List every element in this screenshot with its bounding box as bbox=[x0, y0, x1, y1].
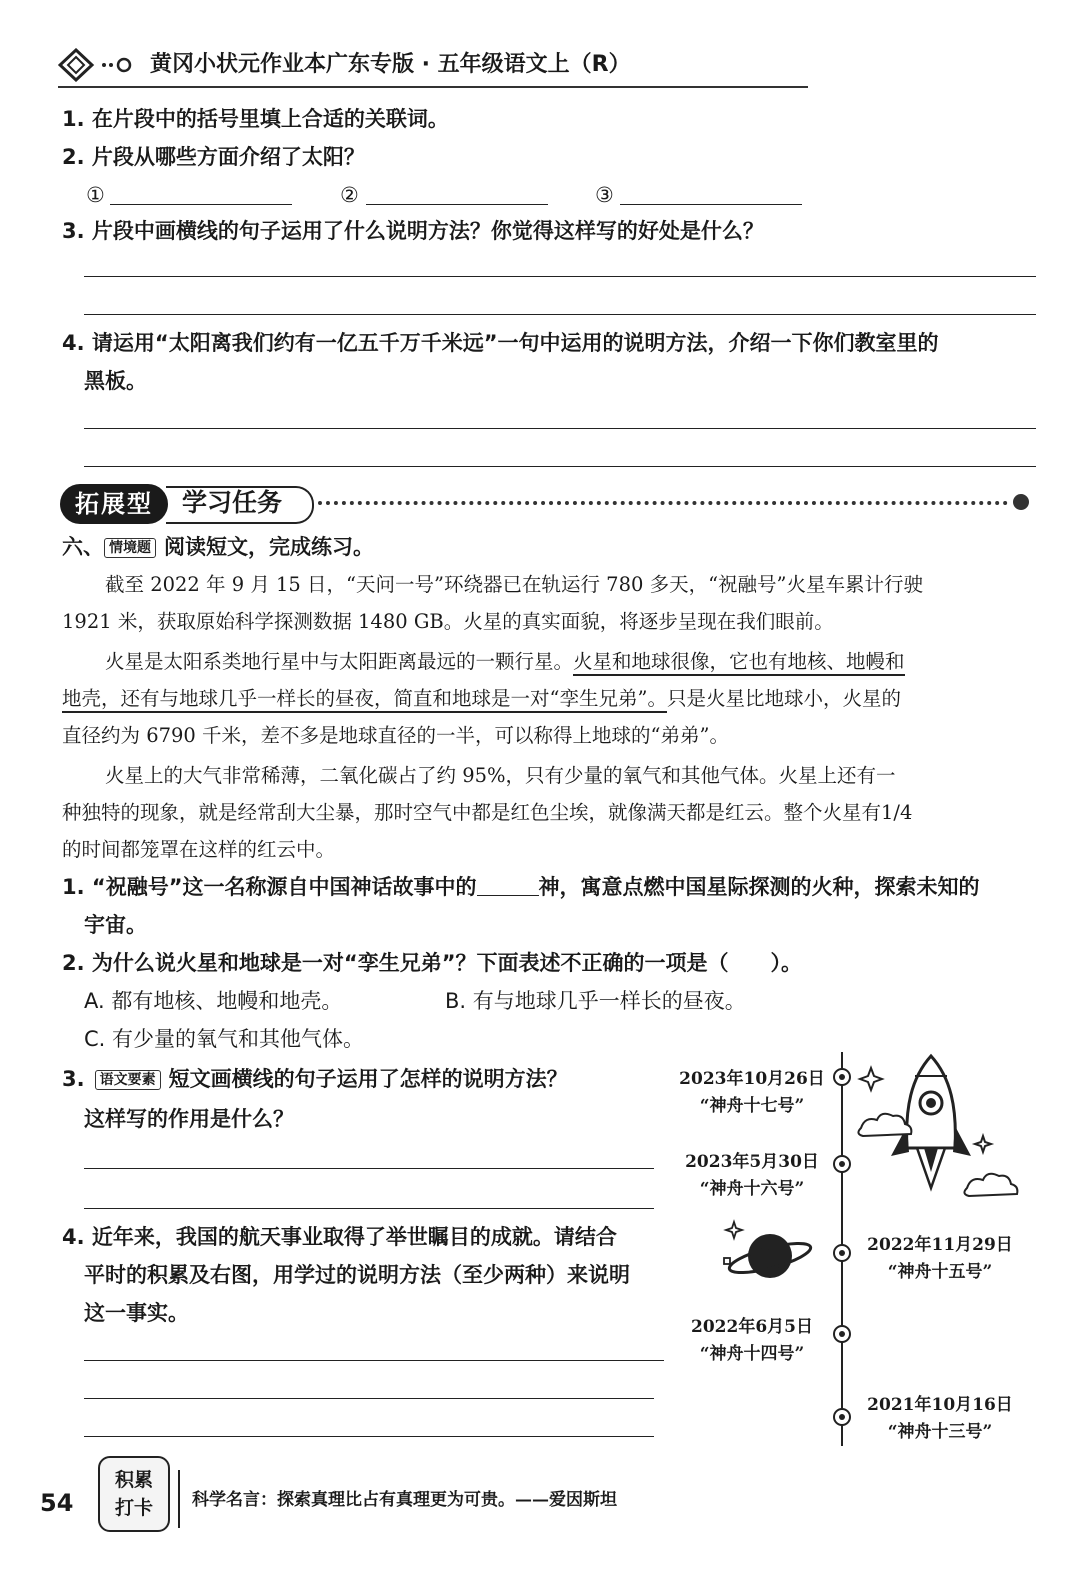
passage-p3-line1: 火星上的大气非常稀薄，二氧化碳占了约 95%，只有少量的氧气和其他气体。火星上还有一 bbox=[105, 764, 896, 787]
section-heading bbox=[62, 532, 374, 562]
question-b3-cont: 这样写的作用是什么？ bbox=[84, 1107, 294, 1131]
footer-badge bbox=[98, 1456, 170, 1532]
section-title: 学习任务 bbox=[182, 488, 283, 517]
skill-tag: 语文要素 bbox=[95, 1070, 161, 1090]
planet-icon bbox=[720, 1218, 820, 1292]
scenario-tag: 情境题 bbox=[104, 538, 156, 558]
option-c[interactable]: C. 有少量的氧气和其他气体。 bbox=[84, 1027, 365, 1051]
timeline-mission: “神舟十六号” bbox=[699, 1179, 805, 1199]
timeline-date: 2023年10月26日 bbox=[679, 1069, 825, 1089]
section-heading-text: 阅读短文，完成练习。 bbox=[164, 535, 374, 559]
passage-p2-line1 bbox=[105, 643, 905, 680]
answer-blank-b1[interactable] bbox=[477, 873, 539, 896]
timeline-mission: “神舟十七号” bbox=[699, 1096, 805, 1116]
question-a3: 3. 片段中画横线的句子运用了什么说明方法？你觉得这样写的好处是什么？ bbox=[62, 219, 764, 243]
question-b1-text-b: 神，寓意点燃中国星际探测的火种，探索未知的 bbox=[538, 875, 980, 899]
question-b2: 2. 为什么说火星和地球是一对“孪生兄弟”？下面表述不正确的一项是（ ）。 bbox=[62, 951, 803, 975]
timeline-node bbox=[833, 1408, 851, 1426]
passage-p1-line2: 1921 米，获取原始科学探测数据 1480 GB。火星的真实面貌，将逐步呈现在我们眼前。 bbox=[62, 610, 834, 633]
answer-line-a3-2[interactable] bbox=[84, 314, 1036, 315]
timeline-entry bbox=[672, 1314, 832, 1368]
question-b1 bbox=[62, 872, 980, 902]
answer-blank-3[interactable] bbox=[620, 204, 802, 205]
passage-p2-line2 bbox=[62, 680, 901, 717]
question-b1-cont: 宇宙。 bbox=[84, 913, 147, 937]
header-title: 黄冈小状元作业本广东专版 · 五年级语文上（R） bbox=[150, 52, 631, 77]
section-dotted-rule bbox=[318, 501, 1008, 505]
timeline-entry bbox=[672, 1066, 832, 1120]
timeline-date: 2023年5月30日 bbox=[685, 1152, 819, 1172]
timeline-date: 2021年10月16日 bbox=[867, 1395, 1013, 1415]
timeline-node bbox=[833, 1244, 851, 1262]
answer-line-a4-1[interactable] bbox=[84, 428, 1036, 429]
answer-line-b4-2[interactable] bbox=[84, 1398, 654, 1399]
section-end-circle bbox=[1013, 494, 1029, 510]
option-a[interactable]: A. 都有地核、地幔和地壳。 bbox=[84, 989, 343, 1013]
footer-divider bbox=[178, 1470, 180, 1528]
timeline-date: 2022年11月29日 bbox=[867, 1235, 1013, 1255]
rocket-icon bbox=[855, 1048, 1025, 1212]
underlined-sentence-cont: 地壳，还有与地球几乎一样长的昼夜，简直和地球是一对“孪生兄弟”。 bbox=[62, 687, 667, 713]
question-b4-cont1: 平时的积累及右图，用学过的说明方法（至少两种）来说明 bbox=[84, 1263, 630, 1287]
question-a4: 4. 请运用“太阳离我们约有一亿五千万千米远”一句中运用的说明方法，介绍一下你们教室里的 bbox=[62, 331, 939, 355]
question-b1-text: 1. “祝融号”这一名称源自中国神话故事中的 bbox=[62, 875, 477, 899]
passage-p2-text-b: 只是火星比地球小，火星的 bbox=[666, 687, 901, 710]
footer-quote: 科学名言：探索真理比占有真理更为可贵。——爱因斯坦 bbox=[192, 1490, 617, 1510]
timeline-mission: “神舟十四号” bbox=[699, 1344, 805, 1364]
answer-line-b3-1[interactable] bbox=[84, 1168, 654, 1169]
timeline-entry bbox=[672, 1149, 832, 1203]
header-rule bbox=[58, 86, 808, 88]
timeline-mission: “神舟十三号” bbox=[887, 1422, 993, 1442]
question-b4-cont2: 这一事实。 bbox=[84, 1301, 189, 1325]
answer-line-a4-2[interactable] bbox=[84, 466, 1036, 467]
question-a2: 2. 片段从哪些方面介绍了太阳？ bbox=[62, 145, 365, 169]
question-a4-cont: 黑板。 bbox=[84, 369, 147, 393]
option-b[interactable]: B. 有与地球几乎一样长的昼夜。 bbox=[445, 989, 746, 1013]
passage-p2-line3: 直径约为 6790 千米，差不多是地球直径的一半，可以称得上地球的“弟弟”。 bbox=[62, 724, 729, 747]
passage-p1-line1: 截至 2022 年 9 月 15 日，“天问一号”环绕器已在轨运行 780 多天，“祝融号”火星车累计行驶 bbox=[105, 573, 924, 596]
answer-blank-1[interactable] bbox=[110, 204, 292, 205]
section-heading-number: 六、 bbox=[62, 535, 104, 559]
timeline-mission: “神舟十五号” bbox=[887, 1262, 993, 1282]
answer-line-a3-1[interactable] bbox=[84, 276, 1036, 277]
header-icon bbox=[58, 48, 138, 86]
timeline-node bbox=[833, 1155, 851, 1173]
blank-3-label: ③ bbox=[595, 183, 614, 207]
question-a1: 1. 在片段中的括号里填上合适的关联词。 bbox=[62, 107, 449, 131]
blank-2-label: ② bbox=[340, 183, 359, 207]
question-b3-number: 3. bbox=[62, 1067, 85, 1091]
answer-line-b4-1[interactable] bbox=[84, 1360, 664, 1361]
question-b4: 4. 近年来，我国的航天事业取得了举世瞩目的成就。请结合 bbox=[62, 1225, 617, 1249]
passage-p3-line2: 种独特的现象，就是经常刮大尘暴，那时空气中都是红色尘埃，就像满天都是红云。整个火星有1/4 bbox=[62, 801, 913, 824]
page-number: 54 bbox=[40, 1489, 74, 1517]
question-b3 bbox=[62, 1064, 568, 1094]
underlined-sentence: 火星和地球很像，它也有地核、地幔和 bbox=[573, 650, 905, 676]
blank-1-label: ① bbox=[86, 183, 105, 207]
timeline-date: 2022年6月5日 bbox=[691, 1317, 813, 1337]
answer-line-b4-3[interactable] bbox=[84, 1436, 654, 1437]
question-b3-text: 短文画横线的句子运用了怎样的说明方法？ bbox=[168, 1067, 568, 1091]
answer-line-b3-2[interactable] bbox=[84, 1208, 654, 1209]
section-badge: 拓展型 bbox=[60, 484, 168, 524]
timeline-entry bbox=[855, 1392, 1025, 1446]
passage-p3-line3: 的时间都笼罩在这样的红云中。 bbox=[62, 838, 336, 861]
timeline-entry bbox=[855, 1232, 1025, 1286]
answer-blank-2[interactable] bbox=[366, 204, 548, 205]
timeline-node bbox=[833, 1068, 851, 1086]
footer-badge-top: 积累 bbox=[114, 1469, 153, 1491]
footer-badge-bottom: 打卡 bbox=[114, 1497, 153, 1519]
passage-p2-text: 火星是太阳系类地行星中与太阳距离最远的一颗行星。 bbox=[105, 650, 574, 673]
timeline-node bbox=[833, 1325, 851, 1343]
